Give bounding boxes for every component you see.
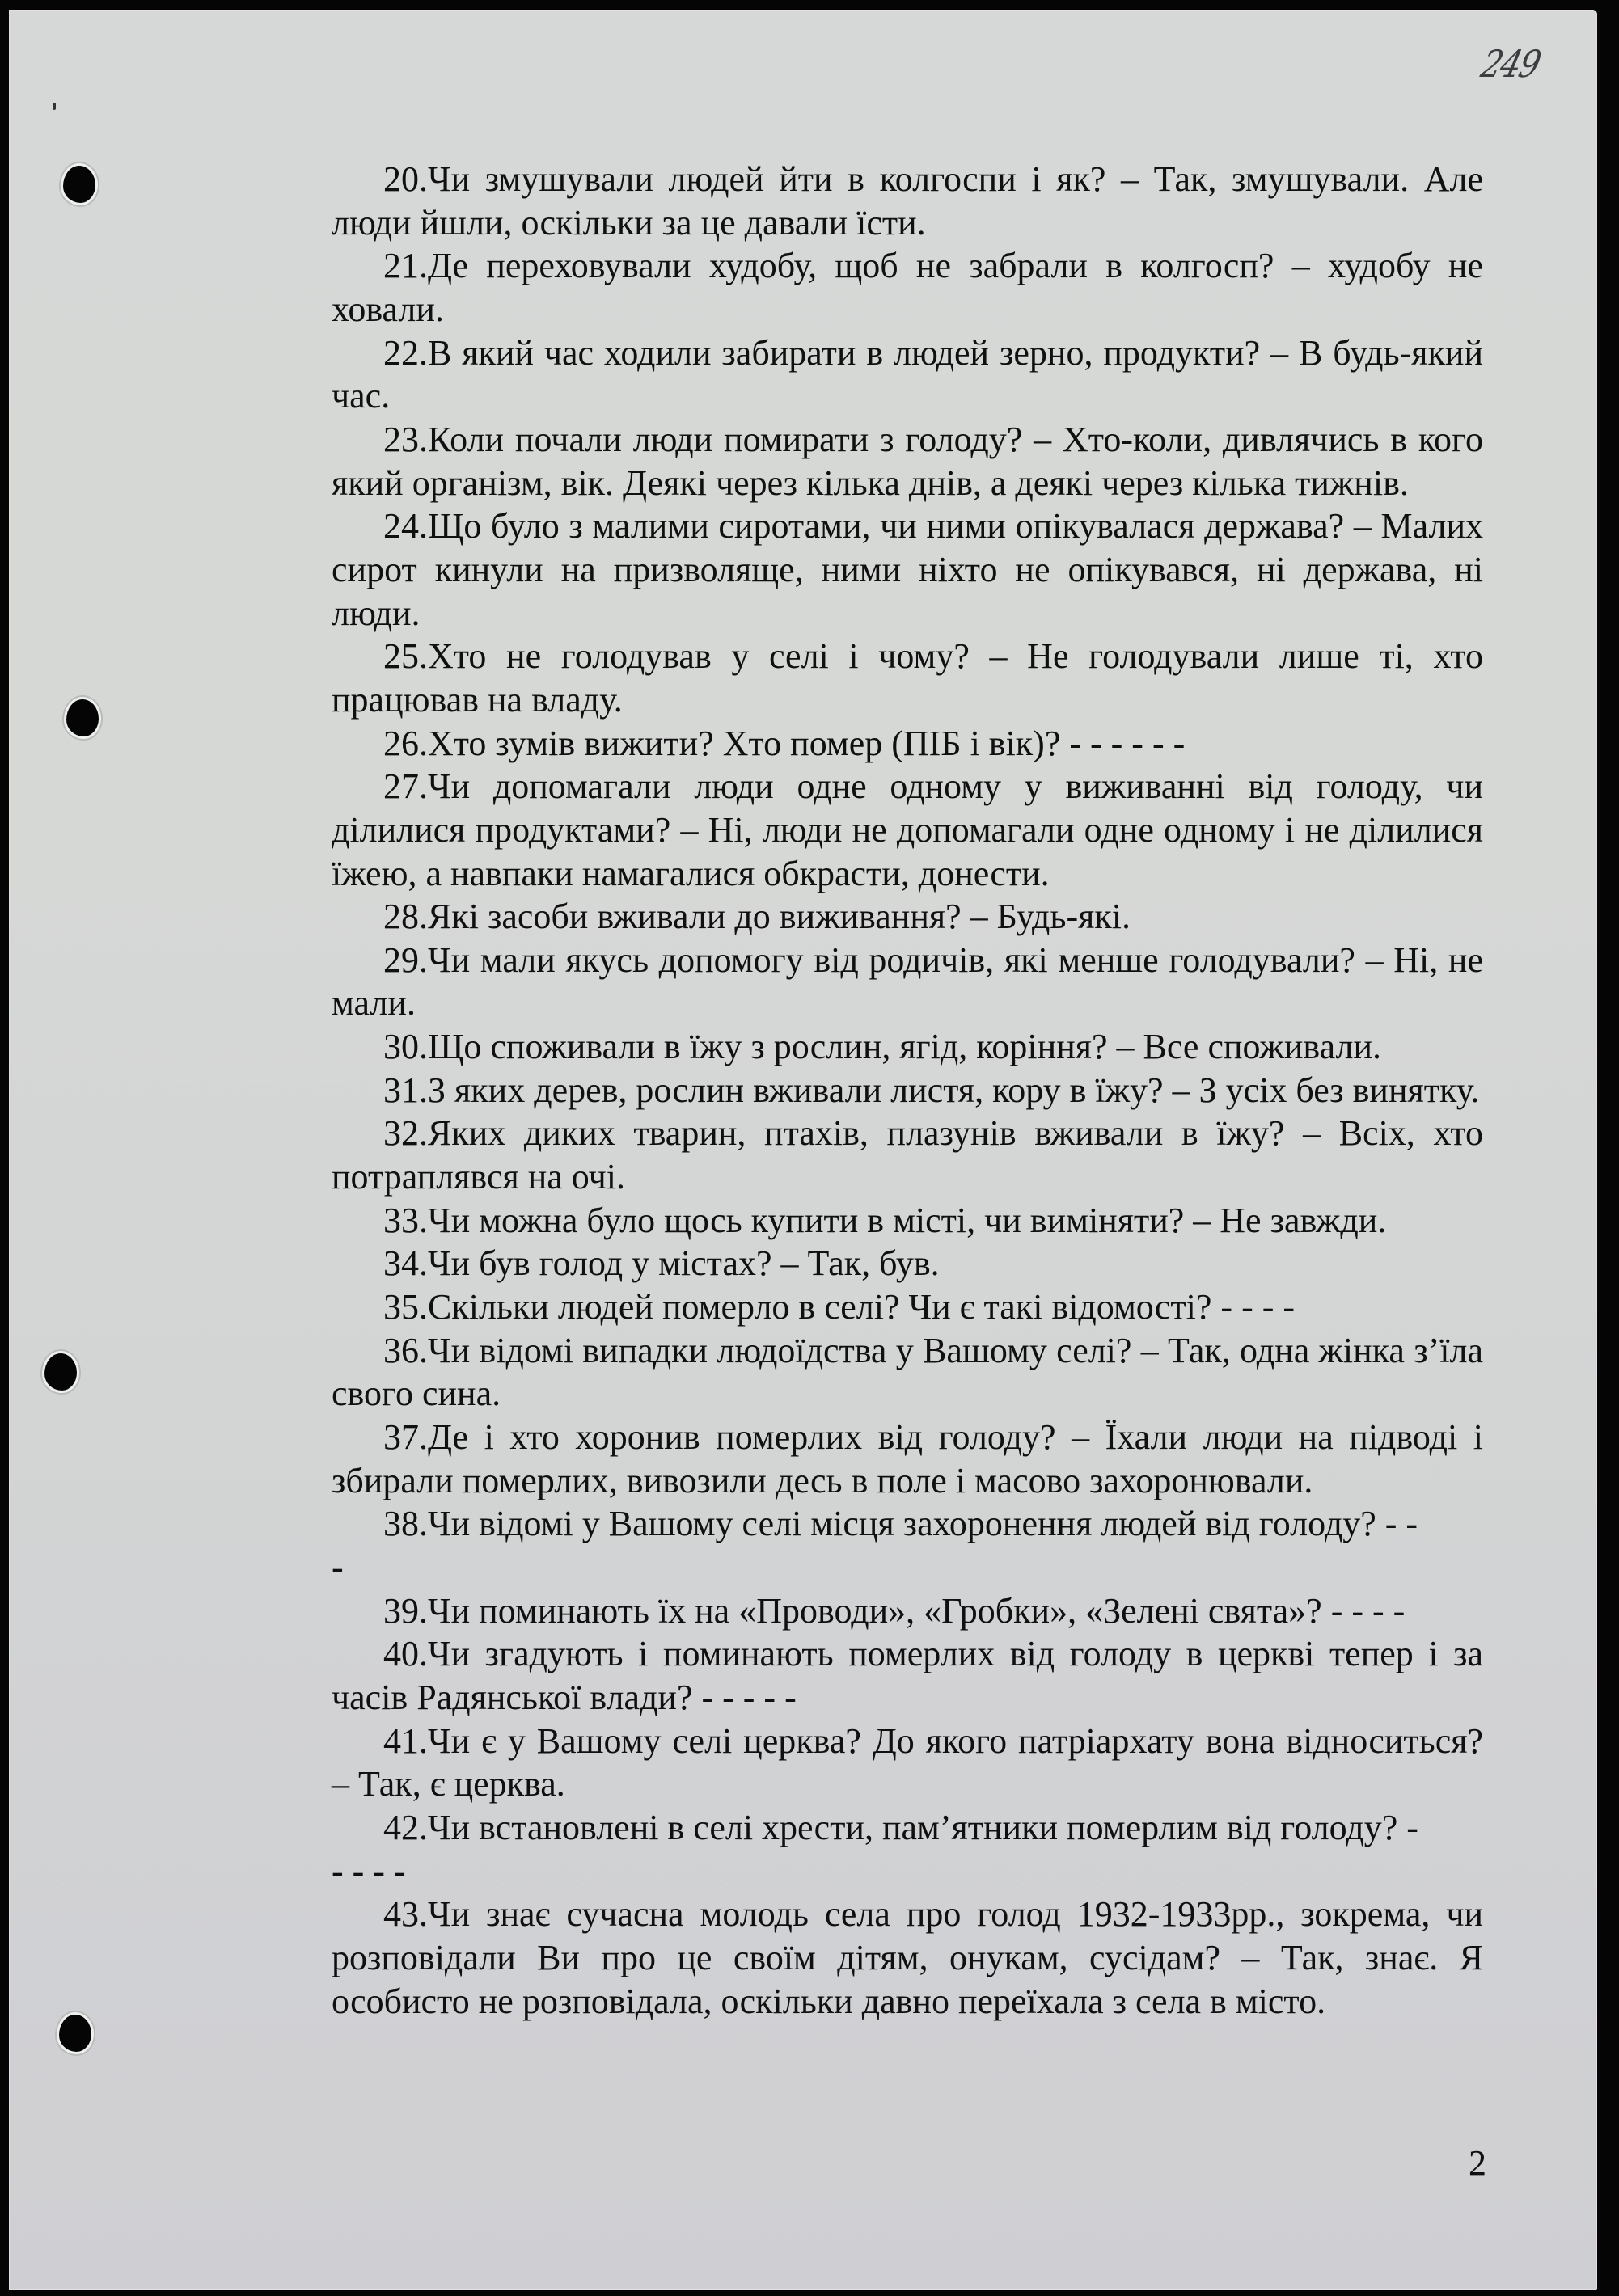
ink-speck	[53, 103, 56, 110]
question-number: 35.	[383, 1287, 428, 1327]
question-item	[332, 1329, 1483, 1416]
question-text: Що споживали в їжу з рослин, ягід, коріння? – Все споживали.	[428, 1027, 1381, 1067]
question-item	[332, 1416, 1483, 1502]
punch-hole	[63, 166, 95, 203]
question-text: Яких диких тварин, птахів, плазунів вживали в їжу? – Всіх, хто потраплявся на очі.	[332, 1113, 1483, 1197]
question-number: 23.	[383, 419, 428, 459]
question-number: 26.	[383, 723, 428, 763]
question-text: Чи мали якусь допомогу від родичів, які менше голодували? – Ні, не мали.	[332, 939, 1483, 1023]
question-number: 41.	[383, 1720, 428, 1761]
question-item	[332, 1285, 1483, 1329]
question-text: Чи допомагали люди одне одному у виживанні від голоду, чи ділилися продуктами? – Ні, люди не допомагали одне одному і не ділилися їжею, а навпаки намагалися обкрасти, донести.	[332, 766, 1483, 893]
question-text: Чи змушували людей йти в колгоспи і як? – Так, змушували. Але люди йшли, оскільки за це давали їсти.	[332, 159, 1483, 243]
question-number: 40.	[383, 1634, 428, 1674]
question-number: 32.	[383, 1113, 428, 1154]
question-item	[332, 939, 1483, 1025]
punch-hole	[59, 2015, 91, 2052]
question-continuation: - - - -	[332, 1851, 406, 1891]
question-item	[332, 1199, 1483, 1243]
question-text: Чи можна було щось купити в місті, чи виміняти? – Не завжди.	[428, 1200, 1387, 1240]
question-number: 27.	[383, 766, 428, 807]
question-item	[332, 722, 1483, 766]
question-text: Чи був голод у містах? – Так, був.	[428, 1243, 940, 1284]
question-item	[332, 331, 1483, 418]
question-number: 20.	[383, 159, 428, 199]
question-item	[332, 504, 1483, 635]
question-text: Чи поминають їх на «Проводи», «Гробки», «Зелені свята»? - - - -	[428, 1590, 1406, 1631]
question-item	[332, 1502, 1483, 1546]
question-number: 21.	[383, 246, 428, 286]
question-text: Чи встановлені в селі хрести, пам’ятники померлим від голоду? -	[428, 1807, 1418, 1847]
question-number: 31.	[383, 1070, 428, 1110]
question-text: Які засоби вживали до виживання? – Будь-які.	[428, 897, 1131, 937]
question-item	[332, 244, 1483, 331]
question-item	[332, 158, 1483, 244]
question-number: 39.	[383, 1590, 428, 1631]
question-item	[332, 1112, 1483, 1198]
question-item	[332, 635, 1483, 721]
page-number: 2	[1469, 2143, 1486, 2183]
question-number: 29.	[383, 939, 428, 980]
question-text: Хто зумів вижити? Хто помер (ПІБ і вік)? - - - - - -	[428, 723, 1186, 763]
question-text: Чи є у Вашому селі церква? До якого патріархату вона відноситься? – Так, є церква.	[332, 1720, 1483, 1804]
question-text: Чи знає сучасна молодь села про голод 1932-1933рр., зокрема, чи розповідали Ви про це своїм дітям, онукам, сусідам? – Так, знає. Я особисто не розповідала, оскільки давно переїхала з села в місто.	[332, 1894, 1483, 2021]
question-number: 37.	[383, 1417, 428, 1458]
punch-hole	[44, 1353, 77, 1391]
question-text: Що було з малими сиротами, чи ними опікувалася держава? – Малих сирот кинули на призволяще, ними ніхто не опікувався, ні держава, ні люди.	[332, 506, 1483, 633]
question-number: 30.	[383, 1027, 428, 1067]
question-text: Скільки людей померло в селі? Чи є такі відомості? - - - -	[428, 1287, 1296, 1327]
question-number: 36.	[383, 1330, 428, 1370]
question-item	[332, 1589, 1483, 1633]
question-item	[332, 1025, 1483, 1069]
question-number: 22.	[383, 332, 428, 373]
question-item	[332, 1720, 1483, 1806]
question-item	[332, 1632, 1483, 1719]
question-item	[332, 895, 1483, 939]
question-item	[332, 418, 1483, 504]
question-continuation: -	[332, 1547, 344, 1587]
question-number: 34.	[383, 1243, 428, 1284]
punch-hole	[66, 699, 99, 736]
question-number: 42.	[383, 1807, 428, 1847]
question-item	[332, 765, 1483, 895]
question-number: 25.	[383, 636, 428, 677]
question-item	[332, 1806, 1483, 1850]
question-text: З яких дерев, рослин вживали листя, кору в їжу? – З усіх без винятку.	[428, 1070, 1480, 1110]
question-text: В який час ходили забирати в людей зерно, продукти? – В будь-який час.	[332, 332, 1483, 416]
question-text: Де і хто хоронив померлих від голоду? – Їхали люди на підводі і збирали померлих, вивозили десь в поле і масово захоронювали.	[332, 1417, 1483, 1500]
handwritten-folio-number: 249	[1477, 42, 1545, 86]
question-item	[332, 1242, 1483, 1285]
question-text: Чи згадують і поминають померлих від голоду в церкві тепер і за часів Радянської влади? - - - - -	[332, 1634, 1483, 1717]
question-text: Чи відомі у Вашому селі місця захоронення людей від голоду? - -	[428, 1504, 1418, 1544]
question-number: 38.	[383, 1504, 428, 1544]
question-text: Чи відомі випадки людоїдства у Вашому селі? – Так, одна жінка з’їла свого сина.	[332, 1330, 1483, 1414]
question-text: Де переховували худобу, щоб не забрали в колгосп? – худобу не ховали.	[332, 246, 1483, 329]
question-number: 33.	[383, 1200, 428, 1240]
question-item	[332, 1069, 1483, 1112]
questionnaire-text	[332, 158, 1483, 2023]
question-number: 24.	[383, 506, 428, 547]
question-item	[332, 1893, 1483, 2023]
question-text: Коли почали люди помирати з голоду? – Хто-коли, дивлячись в кого який організм, вік. Деякі через кілька днів, а деякі через кілька тижнів.	[332, 419, 1483, 503]
question-number: 43.	[383, 1894, 428, 1935]
question-text: Хто не голодував у селі і чому? – Не голодували лише ті, хто працював на владу.	[332, 636, 1483, 720]
question-number: 28.	[383, 897, 428, 937]
